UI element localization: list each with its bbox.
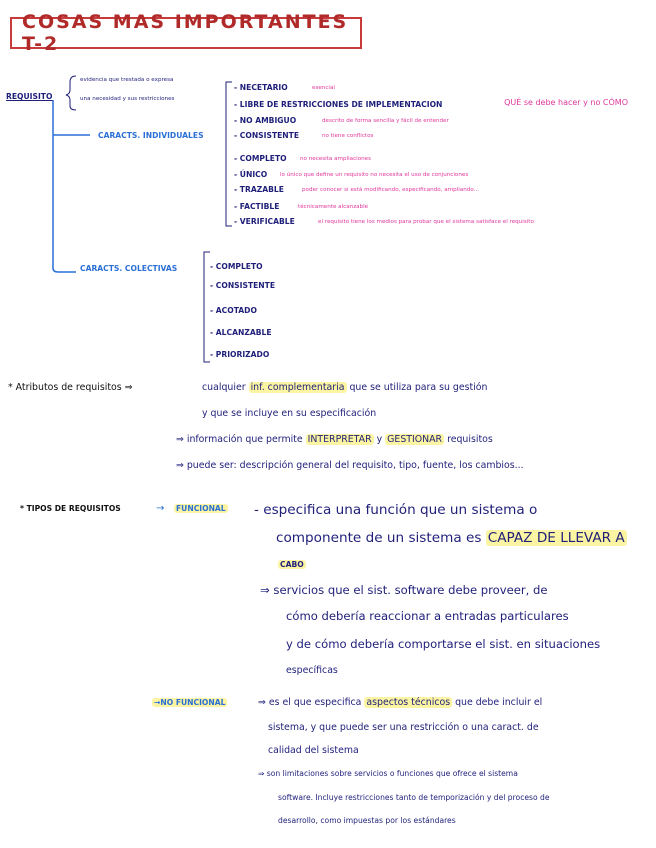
tipos-arrow: → [156, 503, 165, 514]
no-funcional-line-6: desarrollo, como impuestas por los estándares [278, 816, 456, 825]
ind-item-name: - NO AMBIGUO [234, 116, 297, 125]
no-funcional-text: que debe incluir el [455, 697, 543, 708]
col-item: - ALCANZABLE [210, 328, 272, 337]
atributos-highlight: GESTIONAR [387, 434, 443, 445]
funcional-text: componente de un sistema es [276, 530, 482, 546]
page-title: COSAS MAS IMPORTANTES T-2 [10, 17, 362, 49]
no-funcional-line-4: ⇒ son limitaciones sobre servicios o funciones que ofrece el sistema [258, 769, 518, 778]
ind-item-desc: el requisito tiene los medios para probar que el sistema satisface el requisito [318, 219, 534, 225]
funcional-tag: FUNCIONAL [176, 504, 226, 513]
funcional-line-7: específicas [286, 665, 338, 676]
colectivas-label: CARACTS. COLECTIVAS [80, 264, 178, 273]
atributos-label: * Atributos de requisitos ⇒ [8, 382, 133, 393]
funcional-line-6: y de cómo debería comportarse el sist. en situaciones [286, 637, 601, 651]
no-funcional-text: ⇒ es el que especifica [258, 697, 362, 708]
no-funcional-highlight: aspectos técnicos [366, 697, 451, 708]
no-funcional-line-5: software. Incluye restricciones tanto de temporización y del proceso de [278, 793, 550, 802]
atributos-highlight: INTERPRETAR [307, 434, 372, 445]
no-funcional-line-3: calidad del sistema [268, 745, 359, 756]
atributos-text: que se utiliza para su gestión [349, 382, 488, 393]
ind-item-desc: lo único que define un requisito no necesita el uso de conjunciones [280, 172, 469, 178]
ind-item-name: - ÚNICO [234, 170, 268, 179]
atributos-text: y [376, 434, 383, 445]
funcional-line-1: - especifica una función que un sistema o [254, 502, 538, 518]
atributos-line-4: ⇒ puede ser: descripción general del requisito, tipo, fuente, los cambios... [176, 460, 524, 471]
ind-item-desc: descrito de forma sencilla y fácil de entender [322, 118, 449, 124]
no-funcional-line-1 [258, 697, 542, 708]
ind-item-desc: poder conocer si está modificando, especificando, ampliando... [302, 187, 479, 193]
no-funcional-tag: →NO FUNCIONAL [154, 698, 226, 707]
requisito-def-1: evidencia que trestada o expresa [80, 77, 174, 83]
funcional-line-2 [276, 530, 627, 546]
ind-item-name: - TRAZABLE [234, 185, 284, 194]
atributos-line-3 [176, 434, 493, 445]
atributos-text: requisitos [447, 434, 493, 445]
individuales-label: CARACTS. INDIVIDUALES [98, 131, 204, 140]
individuales-bracket [226, 82, 232, 226]
requisito-brace [66, 76, 76, 110]
atributos-line-1 [202, 382, 487, 393]
requisito-label: REQUISITO [6, 92, 53, 101]
col-item: - CONSISTENTE [210, 281, 276, 290]
ind-item-name: - COMPLETO [234, 154, 287, 163]
funcional-highlight: CAPAZ DE LLEVAR A [487, 530, 625, 546]
funcional-line-4: ⇒ servicios que el sist. software debe proveer, de [260, 583, 548, 597]
col-item: - PRIORIZADO [210, 350, 270, 359]
ind-item-name: - LIBRE DE RESTRICCIONES DE IMPLEMENTACION [234, 100, 443, 109]
ind-item-name: - FACTIBLE [234, 202, 280, 211]
ind-item-desc: esencial [312, 85, 335, 91]
atributos-text: cualquier [202, 382, 246, 393]
tipos-label: * TIPOS DE REQUISITOS [20, 504, 121, 513]
ind-item-name: - VERIFICABLE [234, 217, 295, 226]
funcional-line-5: cómo debería reaccionar a entradas particulares [286, 609, 569, 623]
atributos-highlight: inf. complementaria [250, 382, 345, 393]
col-item: - ACOTADO [210, 306, 257, 315]
atributos-line-2: y que se incluye en su especificación [202, 408, 377, 419]
ind-item-desc: no necesita ampliaciones [300, 156, 372, 162]
funcional-line-3: CABO [280, 560, 304, 569]
no-funcional-line-2: sistema, y que puede ser una restricción o una caract. de [268, 722, 539, 733]
ind-item-name: - NECETARIO [234, 83, 288, 92]
ind-item-name: - CONSISTENTE [234, 131, 300, 140]
ind-item-desc: técnicamente alcanzable [298, 204, 369, 210]
requisito-def-2: una necesidad y sus restricciones [80, 96, 175, 102]
col-item: - COMPLETO [210, 262, 263, 271]
tree-line [53, 100, 76, 272]
ind-item-desc: QUÉ se debe hacer y no CÓMO [504, 98, 628, 107]
atributos-text: ⇒ información que permite [176, 434, 303, 445]
ind-item-desc: no tiene conflictos [322, 133, 374, 139]
